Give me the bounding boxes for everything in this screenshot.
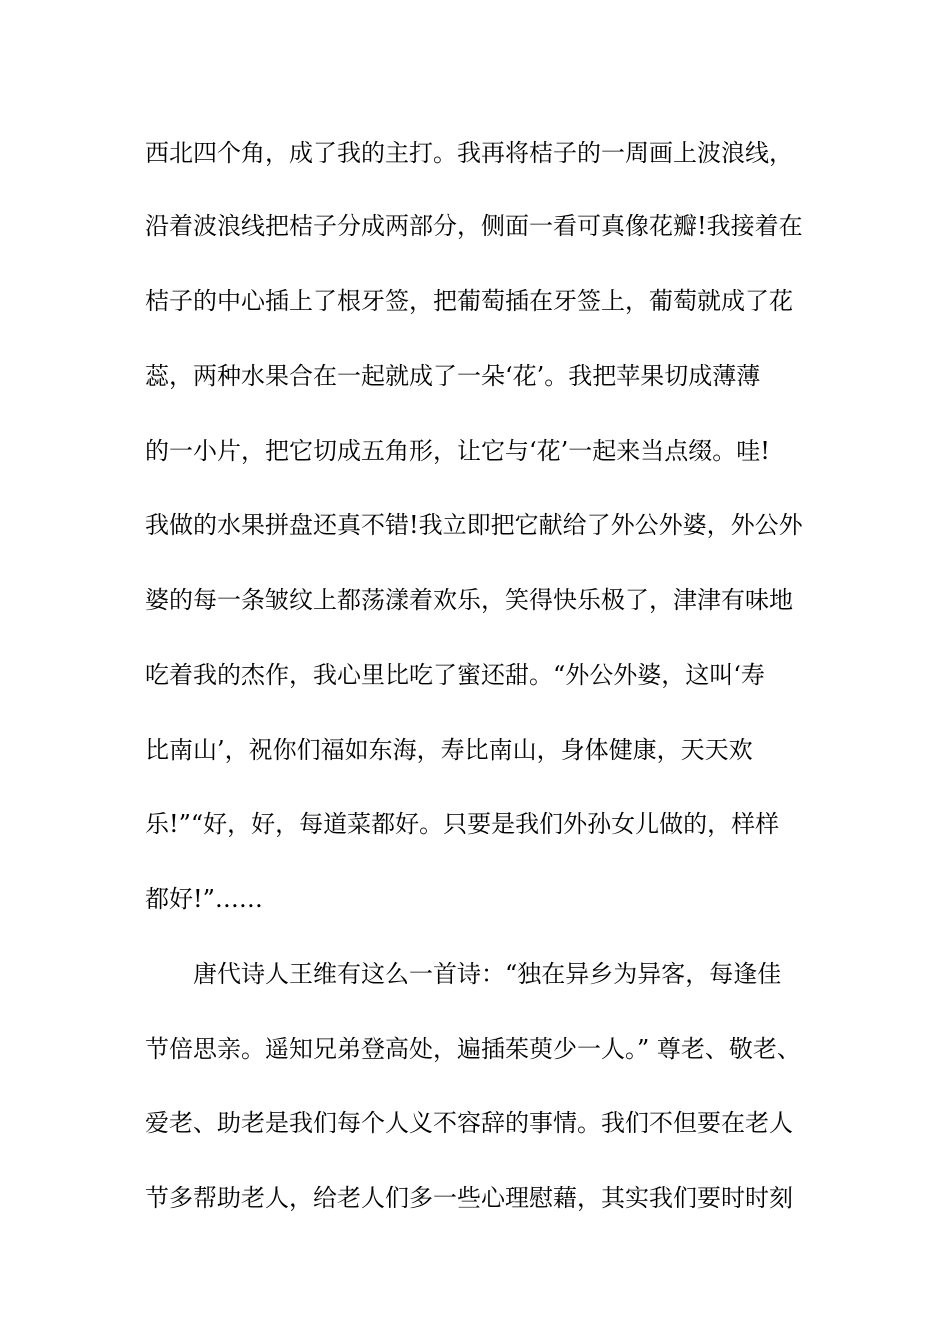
paragraph-line: 乐!”“好，好，每道菜都好。只要是我们外孙女儿做的，样样 [145,810,780,838]
paragraph-line: 节多帮助老人，给老人们多一些心理慰藉，其实我们要时时刻 [145,1184,793,1212]
paragraph-line: 沿着波浪线把桔子分成两部分，侧面一看可真像花瓣!我接着在 [145,212,803,240]
paragraph-line: 我做的水果拼盘还真不错!我立即把它献给了外公外婆，外公外 [145,511,803,539]
paragraph-line: 婆的每一条皱纹上都荡漾着欢乐，笑得快乐极了，津津有味地 [145,586,793,614]
paragraph-line: 吃着我的杰作，我心里比吃了蜜还甜。“外公外婆，这叫‘寿 [145,661,765,689]
paragraph-line: 比南山’，祝你们福如东海，寿比南山，身体健康，天天欢 [145,736,753,764]
paragraph-line: 的一小片，把它切成五角形，让它与‘花’一起来当点缀。哇! [145,437,770,465]
paragraph-line: 蕊，两种水果合在一起就成了一朵‘花’。我把苹果切成薄薄 [145,362,761,390]
paragraph-line: 都好!”…… [145,885,263,913]
paragraph-line-indented: 唐代诗人王维有这么一首诗：“独在异乡为异客，每逢佳 [193,960,782,988]
paragraph-line: 西北四个角，成了我的主打。我再将桔子的一周画上波浪线， [145,139,793,167]
paragraph-line: 桔子的中心插上了根牙签，把葡萄插在牙签上，葡萄就成了花 [145,287,793,315]
paragraph-line: 节倍思亲。遥知兄弟登高处，遍插茱萸少一人。” 尊老、敬老、 [145,1035,801,1063]
paragraph-line: 爱老、助老是我们每个人义不容辞的事情。我们不但要在老人 [145,1109,793,1137]
